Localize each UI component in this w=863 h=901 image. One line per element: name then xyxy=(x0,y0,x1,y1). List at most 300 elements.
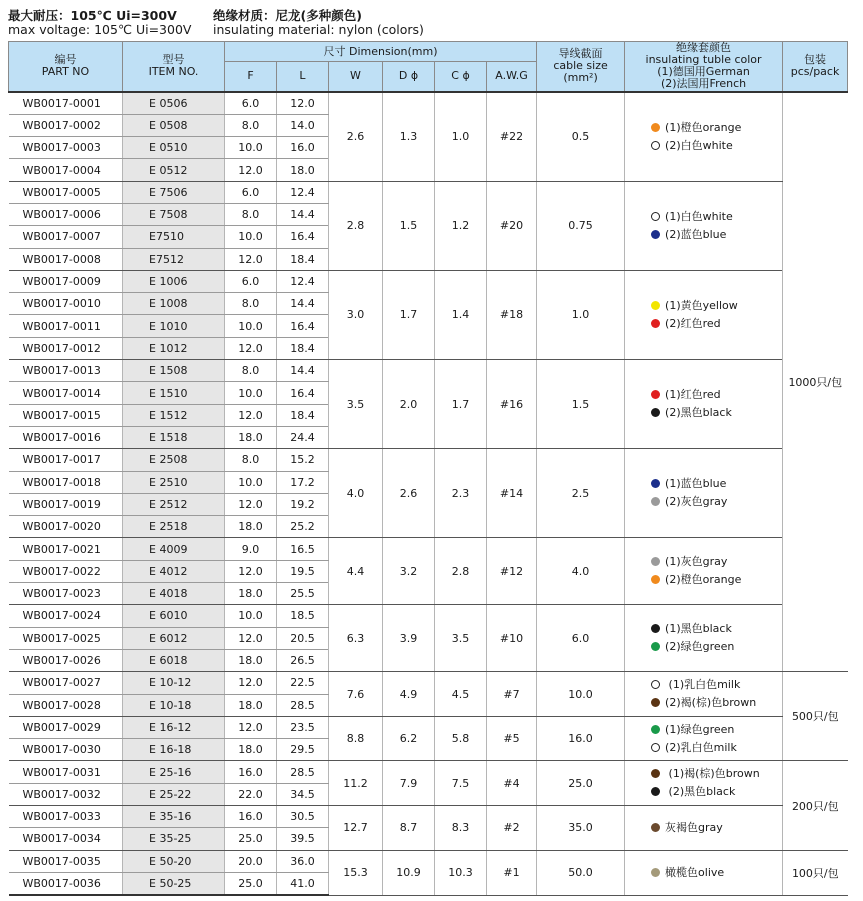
insulating-material-en: insulating material: nylon (colors) xyxy=(213,22,424,37)
color-label: (2)褐(棕)色brown xyxy=(665,696,757,710)
table-row xyxy=(9,270,848,292)
cable-size-cell: 25.0 xyxy=(537,761,625,806)
item-no-cell: E 16-18 xyxy=(123,739,225,761)
color-dot-icon xyxy=(651,624,660,633)
l-cell: 41.0 xyxy=(277,872,329,895)
color-item xyxy=(651,297,782,315)
c-cell: 1.4 xyxy=(435,270,487,359)
color-label: (2)白色white xyxy=(665,138,733,152)
part-no-cell: WB0017-0027 xyxy=(9,672,123,694)
col-part-no: 编号 PART NO xyxy=(9,42,123,92)
color-label: (2)绿色green xyxy=(665,640,735,654)
cable-size-cell: 35.0 xyxy=(537,806,625,851)
d-cell: 10.9 xyxy=(383,850,435,895)
item-no-cell: E 35-16 xyxy=(123,806,225,828)
part-no-cell: WB0017-0003 xyxy=(9,137,123,159)
color-dot-icon xyxy=(651,123,660,132)
color-item xyxy=(651,208,782,226)
d-cell: 1.5 xyxy=(383,181,435,270)
color-item xyxy=(651,819,782,837)
f-cell: 12.0 xyxy=(225,493,277,515)
f-cell: 6.0 xyxy=(225,92,277,115)
color-item xyxy=(651,226,782,244)
part-no-cell: WB0017-0026 xyxy=(9,649,123,671)
f-cell: 12.0 xyxy=(225,672,277,694)
part-no-cell: WB0017-0032 xyxy=(9,783,123,805)
w-cell: 15.3 xyxy=(329,850,383,895)
item-no-cell: E 35-25 xyxy=(123,828,225,850)
part-no-cell: WB0017-0014 xyxy=(9,382,123,404)
item-no-cell: E 0506 xyxy=(123,92,225,115)
w-cell: 4.4 xyxy=(329,538,383,605)
color-dot-icon xyxy=(651,680,660,689)
l-cell: 16.0 xyxy=(277,137,329,159)
item-no-cell: E7510 xyxy=(123,226,225,248)
col-d: D ϕ xyxy=(383,62,435,92)
c-cell: 2.3 xyxy=(435,449,487,538)
awg-cell: #22 xyxy=(487,92,537,182)
f-cell: 18.0 xyxy=(225,583,277,605)
item-no-cell: E 0508 xyxy=(123,114,225,136)
color-item xyxy=(651,315,782,333)
color-dot-icon xyxy=(651,769,660,778)
l-cell: 30.5 xyxy=(277,806,329,828)
col-f: F xyxy=(225,62,277,92)
awg-cell: #4 xyxy=(487,761,537,806)
table-row xyxy=(9,761,848,783)
w-cell: 8.8 xyxy=(329,716,383,761)
table-row xyxy=(9,449,848,471)
item-no-cell: E 7506 xyxy=(123,181,225,203)
f-cell: 12.0 xyxy=(225,560,277,582)
col-pack: 包装 pcs/pack xyxy=(783,42,848,92)
part-no-cell: WB0017-0029 xyxy=(9,716,123,738)
cable-size-cell: 1.0 xyxy=(537,270,625,359)
l-cell: 12.0 xyxy=(277,92,329,115)
insulating-color-cell xyxy=(625,850,783,895)
w-cell: 3.5 xyxy=(329,360,383,449)
c-cell: 1.7 xyxy=(435,360,487,449)
item-no-cell: E 50-20 xyxy=(123,850,225,872)
f-cell: 10.0 xyxy=(225,471,277,493)
l-cell: 20.5 xyxy=(277,627,329,649)
f-cell: 12.0 xyxy=(225,716,277,738)
c-cell: 3.5 xyxy=(435,605,487,672)
f-cell: 18.0 xyxy=(225,694,277,716)
color-dot-icon xyxy=(651,725,660,734)
part-no-cell: WB0017-0020 xyxy=(9,516,123,538)
pack-cell: 500只/包 xyxy=(783,672,848,761)
cable-size-cell: 0.75 xyxy=(537,181,625,270)
color-item xyxy=(651,137,782,155)
color-label: (2)红色red xyxy=(665,316,721,330)
part-no-cell: WB0017-0016 xyxy=(9,426,123,448)
table-row xyxy=(9,538,848,560)
awg-cell: #18 xyxy=(487,270,537,359)
l-cell: 19.2 xyxy=(277,493,329,515)
item-no-cell: E 0512 xyxy=(123,159,225,181)
item-no-cell: E 6010 xyxy=(123,605,225,627)
l-cell: 25.5 xyxy=(277,583,329,605)
item-no-cell: E 1510 xyxy=(123,382,225,404)
part-no-cell: WB0017-0015 xyxy=(9,404,123,426)
color-dot-icon xyxy=(651,141,660,150)
f-cell: 25.0 xyxy=(225,872,277,895)
insulating-color-cell xyxy=(625,806,783,851)
f-cell: 10.0 xyxy=(225,226,277,248)
color-item xyxy=(651,694,782,712)
max-voltage-en: max voltage: 105℃ Ui=300V xyxy=(8,22,192,37)
color-item xyxy=(651,721,782,739)
w-cell: 2.6 xyxy=(329,92,383,182)
spec-table xyxy=(8,41,848,896)
f-cell: 18.0 xyxy=(225,426,277,448)
color-label: 橄榄色olive xyxy=(665,865,725,879)
f-cell: 12.0 xyxy=(225,627,277,649)
part-no-cell: WB0017-0030 xyxy=(9,739,123,761)
part-no-cell: WB0017-0021 xyxy=(9,538,123,560)
w-cell: 3.0 xyxy=(329,270,383,359)
col-dimension: 尺寸 Dimension(mm) xyxy=(225,42,537,62)
table-row xyxy=(9,605,848,627)
awg-cell: #16 xyxy=(487,360,537,449)
spec-header xyxy=(0,0,863,40)
awg-cell: #14 xyxy=(487,449,537,538)
item-no-cell: E 10-18 xyxy=(123,694,225,716)
l-cell: 16.4 xyxy=(277,382,329,404)
c-cell: 4.5 xyxy=(435,672,487,717)
part-no-cell: WB0017-0025 xyxy=(9,627,123,649)
w-cell: 4.0 xyxy=(329,449,383,538)
l-cell: 22.5 xyxy=(277,672,329,694)
item-no-cell: E 4009 xyxy=(123,538,225,560)
f-cell: 6.0 xyxy=(225,270,277,292)
part-no-cell: WB0017-0013 xyxy=(9,360,123,382)
table-row xyxy=(9,716,848,738)
cable-size-cell: 6.0 xyxy=(537,605,625,672)
table-row xyxy=(9,92,848,115)
part-no-cell: WB0017-0012 xyxy=(9,337,123,359)
f-cell: 16.0 xyxy=(225,761,277,783)
color-dot-icon xyxy=(651,557,660,566)
part-no-cell: WB0017-0005 xyxy=(9,181,123,203)
c-cell: 8.3 xyxy=(435,806,487,851)
item-no-cell: E 25-16 xyxy=(123,761,225,783)
l-cell: 18.0 xyxy=(277,159,329,181)
part-no-cell: WB0017-0022 xyxy=(9,560,123,582)
max-voltage-cn: 最大耐压：105℃ Ui=300V xyxy=(8,8,177,23)
l-cell: 18.5 xyxy=(277,605,329,627)
color-item xyxy=(651,765,782,783)
d-cell: 6.2 xyxy=(383,716,435,761)
color-dot-icon xyxy=(651,575,660,584)
f-cell: 8.0 xyxy=(225,114,277,136)
d-cell: 7.9 xyxy=(383,761,435,806)
color-dot-icon xyxy=(651,319,660,328)
part-no-cell: WB0017-0011 xyxy=(9,315,123,337)
part-no-cell: WB0017-0008 xyxy=(9,248,123,270)
l-cell: 12.4 xyxy=(277,270,329,292)
l-cell: 28.5 xyxy=(277,694,329,716)
color-item xyxy=(651,119,782,137)
table-row xyxy=(9,850,848,872)
col-l: L xyxy=(277,62,329,92)
c-cell: 5.8 xyxy=(435,716,487,761)
item-no-cell: E 7508 xyxy=(123,203,225,225)
insulating-color-cell xyxy=(625,270,783,359)
cable-size-cell: 2.5 xyxy=(537,449,625,538)
l-cell: 25.2 xyxy=(277,516,329,538)
color-dot-icon xyxy=(651,642,660,651)
l-cell: 15.2 xyxy=(277,449,329,471)
col-insulating-color: 绝缘套颜色 insulating tuble color (1)德国用German (2)法国用French xyxy=(625,42,783,92)
part-no-cell: WB0017-0006 xyxy=(9,203,123,225)
awg-cell: #2 xyxy=(487,806,537,851)
color-label: (1)乳白色milk xyxy=(665,678,741,692)
l-cell: 26.5 xyxy=(277,649,329,671)
cable-size-cell: 50.0 xyxy=(537,850,625,895)
part-no-cell: WB0017-0018 xyxy=(9,471,123,493)
color-label: (1)黑色black xyxy=(665,622,732,636)
color-item xyxy=(651,493,782,511)
f-cell: 12.0 xyxy=(225,337,277,359)
f-cell: 8.0 xyxy=(225,293,277,315)
col-c: C ϕ xyxy=(435,62,487,92)
color-label: (2)乳白色milk xyxy=(665,740,737,754)
pack-cell: 100只/包 xyxy=(783,850,848,895)
f-cell: 18.0 xyxy=(225,516,277,538)
color-item xyxy=(651,553,782,571)
col-awg: A.W.G xyxy=(487,62,537,92)
color-label: (1)黄色yellow xyxy=(665,298,738,312)
w-cell: 12.7 xyxy=(329,806,383,851)
table-row xyxy=(9,806,848,828)
d-cell: 2.6 xyxy=(383,449,435,538)
color-label: (1)红色red xyxy=(665,388,721,402)
color-label: (1)灰色gray xyxy=(665,555,728,569)
color-label: (2)橙色orange xyxy=(665,573,742,587)
color-label: (2)黑色black xyxy=(665,785,736,799)
part-no-cell: WB0017-0031 xyxy=(9,761,123,783)
awg-cell: #20 xyxy=(487,181,537,270)
item-no-cell: E7512 xyxy=(123,248,225,270)
color-dot-icon xyxy=(651,301,660,310)
item-no-cell: E 1518 xyxy=(123,426,225,448)
l-cell: 17.2 xyxy=(277,471,329,493)
f-cell: 9.0 xyxy=(225,538,277,560)
part-no-cell: WB0017-0034 xyxy=(9,828,123,850)
item-no-cell: E 50-25 xyxy=(123,872,225,895)
color-label: 灰褐色gray xyxy=(665,820,723,834)
part-no-cell: WB0017-0028 xyxy=(9,694,123,716)
part-no-cell: WB0017-0009 xyxy=(9,270,123,292)
d-cell: 1.3 xyxy=(383,92,435,182)
insulating-color-cell xyxy=(625,181,783,270)
d-cell: 3.2 xyxy=(383,538,435,605)
f-cell: 18.0 xyxy=(225,739,277,761)
item-no-cell: E 1006 xyxy=(123,270,225,292)
c-cell: 1.2 xyxy=(435,181,487,270)
color-dot-icon xyxy=(651,390,660,399)
part-no-cell: WB0017-0007 xyxy=(9,226,123,248)
l-cell: 36.0 xyxy=(277,850,329,872)
part-no-cell: WB0017-0017 xyxy=(9,449,123,471)
f-cell: 16.0 xyxy=(225,806,277,828)
c-cell: 7.5 xyxy=(435,761,487,806)
f-cell: 20.0 xyxy=(225,850,277,872)
l-cell: 14.4 xyxy=(277,360,329,382)
table-row xyxy=(9,672,848,694)
awg-cell: #7 xyxy=(487,672,537,717)
l-cell: 28.5 xyxy=(277,761,329,783)
w-cell: 6.3 xyxy=(329,605,383,672)
insulating-color-cell xyxy=(625,92,783,182)
cable-size-cell: 16.0 xyxy=(537,716,625,761)
item-no-cell: E 2508 xyxy=(123,449,225,471)
color-label: (2)灰色gray xyxy=(665,495,728,509)
color-item xyxy=(651,739,782,757)
color-dot-icon xyxy=(651,479,660,488)
part-no-cell: WB0017-0033 xyxy=(9,806,123,828)
f-cell: 10.0 xyxy=(225,315,277,337)
part-no-cell: WB0017-0019 xyxy=(9,493,123,515)
item-no-cell: E 6018 xyxy=(123,649,225,671)
f-cell: 8.0 xyxy=(225,203,277,225)
item-no-cell: E 1010 xyxy=(123,315,225,337)
item-no-cell: E 4012 xyxy=(123,560,225,582)
color-label: (1)褐(棕)色brown xyxy=(665,767,760,781)
awg-cell: #1 xyxy=(487,850,537,895)
color-dot-icon xyxy=(651,230,660,239)
f-cell: 10.0 xyxy=(225,382,277,404)
f-cell: 6.0 xyxy=(225,181,277,203)
color-label: (1)绿色green xyxy=(665,722,735,736)
l-cell: 23.5 xyxy=(277,716,329,738)
item-no-cell: E 6012 xyxy=(123,627,225,649)
l-cell: 16.5 xyxy=(277,538,329,560)
l-cell: 16.4 xyxy=(277,226,329,248)
color-dot-icon xyxy=(651,787,660,796)
f-cell: 8.0 xyxy=(225,360,277,382)
color-item xyxy=(651,571,782,589)
l-cell: 12.4 xyxy=(277,181,329,203)
f-cell: 12.0 xyxy=(225,404,277,426)
item-no-cell: E 2512 xyxy=(123,493,225,515)
insulating-color-cell xyxy=(625,360,783,449)
w-cell: 7.6 xyxy=(329,672,383,717)
color-label: (2)蓝色blue xyxy=(665,227,727,241)
l-cell: 14.0 xyxy=(277,114,329,136)
item-no-cell: E 16-12 xyxy=(123,716,225,738)
cable-size-cell: 1.5 xyxy=(537,360,625,449)
c-cell: 10.3 xyxy=(435,850,487,895)
d-cell: 3.9 xyxy=(383,605,435,672)
part-no-cell: WB0017-0001 xyxy=(9,92,123,115)
item-no-cell: E 0510 xyxy=(123,137,225,159)
part-no-cell: WB0017-0002 xyxy=(9,114,123,136)
d-cell: 1.7 xyxy=(383,270,435,359)
l-cell: 19.5 xyxy=(277,560,329,582)
col-w: W xyxy=(329,62,383,92)
d-cell: 2.0 xyxy=(383,360,435,449)
color-dot-icon xyxy=(651,497,660,506)
l-cell: 39.5 xyxy=(277,828,329,850)
l-cell: 24.4 xyxy=(277,426,329,448)
item-no-cell: E 25-22 xyxy=(123,783,225,805)
cable-size-cell: 4.0 xyxy=(537,538,625,605)
color-label: (1)白色white xyxy=(665,209,733,223)
color-item xyxy=(651,676,782,694)
w-cell: 11.2 xyxy=(329,761,383,806)
item-no-cell: E 10-12 xyxy=(123,672,225,694)
l-cell: 16.4 xyxy=(277,315,329,337)
item-no-cell: E 1012 xyxy=(123,337,225,359)
insulating-color-cell xyxy=(625,605,783,672)
l-cell: 18.4 xyxy=(277,337,329,359)
table-row xyxy=(9,181,848,203)
item-no-cell: E 2518 xyxy=(123,516,225,538)
color-dot-icon xyxy=(651,743,660,752)
insulating-material-cn: 绝缘材质：尼龙(多种颜色) xyxy=(213,8,362,23)
l-cell: 29.5 xyxy=(277,739,329,761)
insulating-color-cell xyxy=(625,538,783,605)
spec-table-body xyxy=(9,92,848,896)
l-cell: 34.5 xyxy=(277,783,329,805)
l-cell: 18.4 xyxy=(277,248,329,270)
color-dot-icon xyxy=(651,408,660,417)
insulating-color-cell xyxy=(625,672,783,717)
w-cell: 2.8 xyxy=(329,181,383,270)
f-cell: 10.0 xyxy=(225,605,277,627)
f-cell: 8.0 xyxy=(225,449,277,471)
col-cable-size: 导线截面 cable size (mm²) xyxy=(537,42,625,92)
item-no-cell: E 1512 xyxy=(123,404,225,426)
item-no-cell: E 1008 xyxy=(123,293,225,315)
f-cell: 25.0 xyxy=(225,828,277,850)
awg-cell: #12 xyxy=(487,538,537,605)
color-dot-icon xyxy=(651,868,660,877)
color-dot-icon xyxy=(651,212,660,221)
item-no-cell: E 4018 xyxy=(123,583,225,605)
insulating-color-cell xyxy=(625,761,783,806)
f-cell: 22.0 xyxy=(225,783,277,805)
f-cell: 10.0 xyxy=(225,137,277,159)
color-label: (1)蓝色blue xyxy=(665,477,727,491)
color-item xyxy=(651,404,782,422)
insulating-color-cell xyxy=(625,716,783,761)
awg-cell: #5 xyxy=(487,716,537,761)
color-item xyxy=(651,638,782,656)
color-item xyxy=(651,386,782,404)
pack-cell: 1000只/包 xyxy=(783,92,848,672)
l-cell: 14.4 xyxy=(277,293,329,315)
f-cell: 12.0 xyxy=(225,159,277,181)
part-no-cell: WB0017-0004 xyxy=(9,159,123,181)
insulating-color-cell xyxy=(625,449,783,538)
pack-cell: 200只/包 xyxy=(783,761,848,850)
color-dot-icon xyxy=(651,698,660,707)
part-no-cell: WB0017-0036 xyxy=(9,872,123,895)
f-cell: 18.0 xyxy=(225,649,277,671)
c-cell: 2.8 xyxy=(435,538,487,605)
d-cell: 8.7 xyxy=(383,806,435,851)
color-item xyxy=(651,475,782,493)
awg-cell: #10 xyxy=(487,605,537,672)
color-item xyxy=(651,620,782,638)
c-cell: 1.0 xyxy=(435,92,487,182)
f-cell: 12.0 xyxy=(225,248,277,270)
color-label: (2)黑色black xyxy=(665,406,732,420)
